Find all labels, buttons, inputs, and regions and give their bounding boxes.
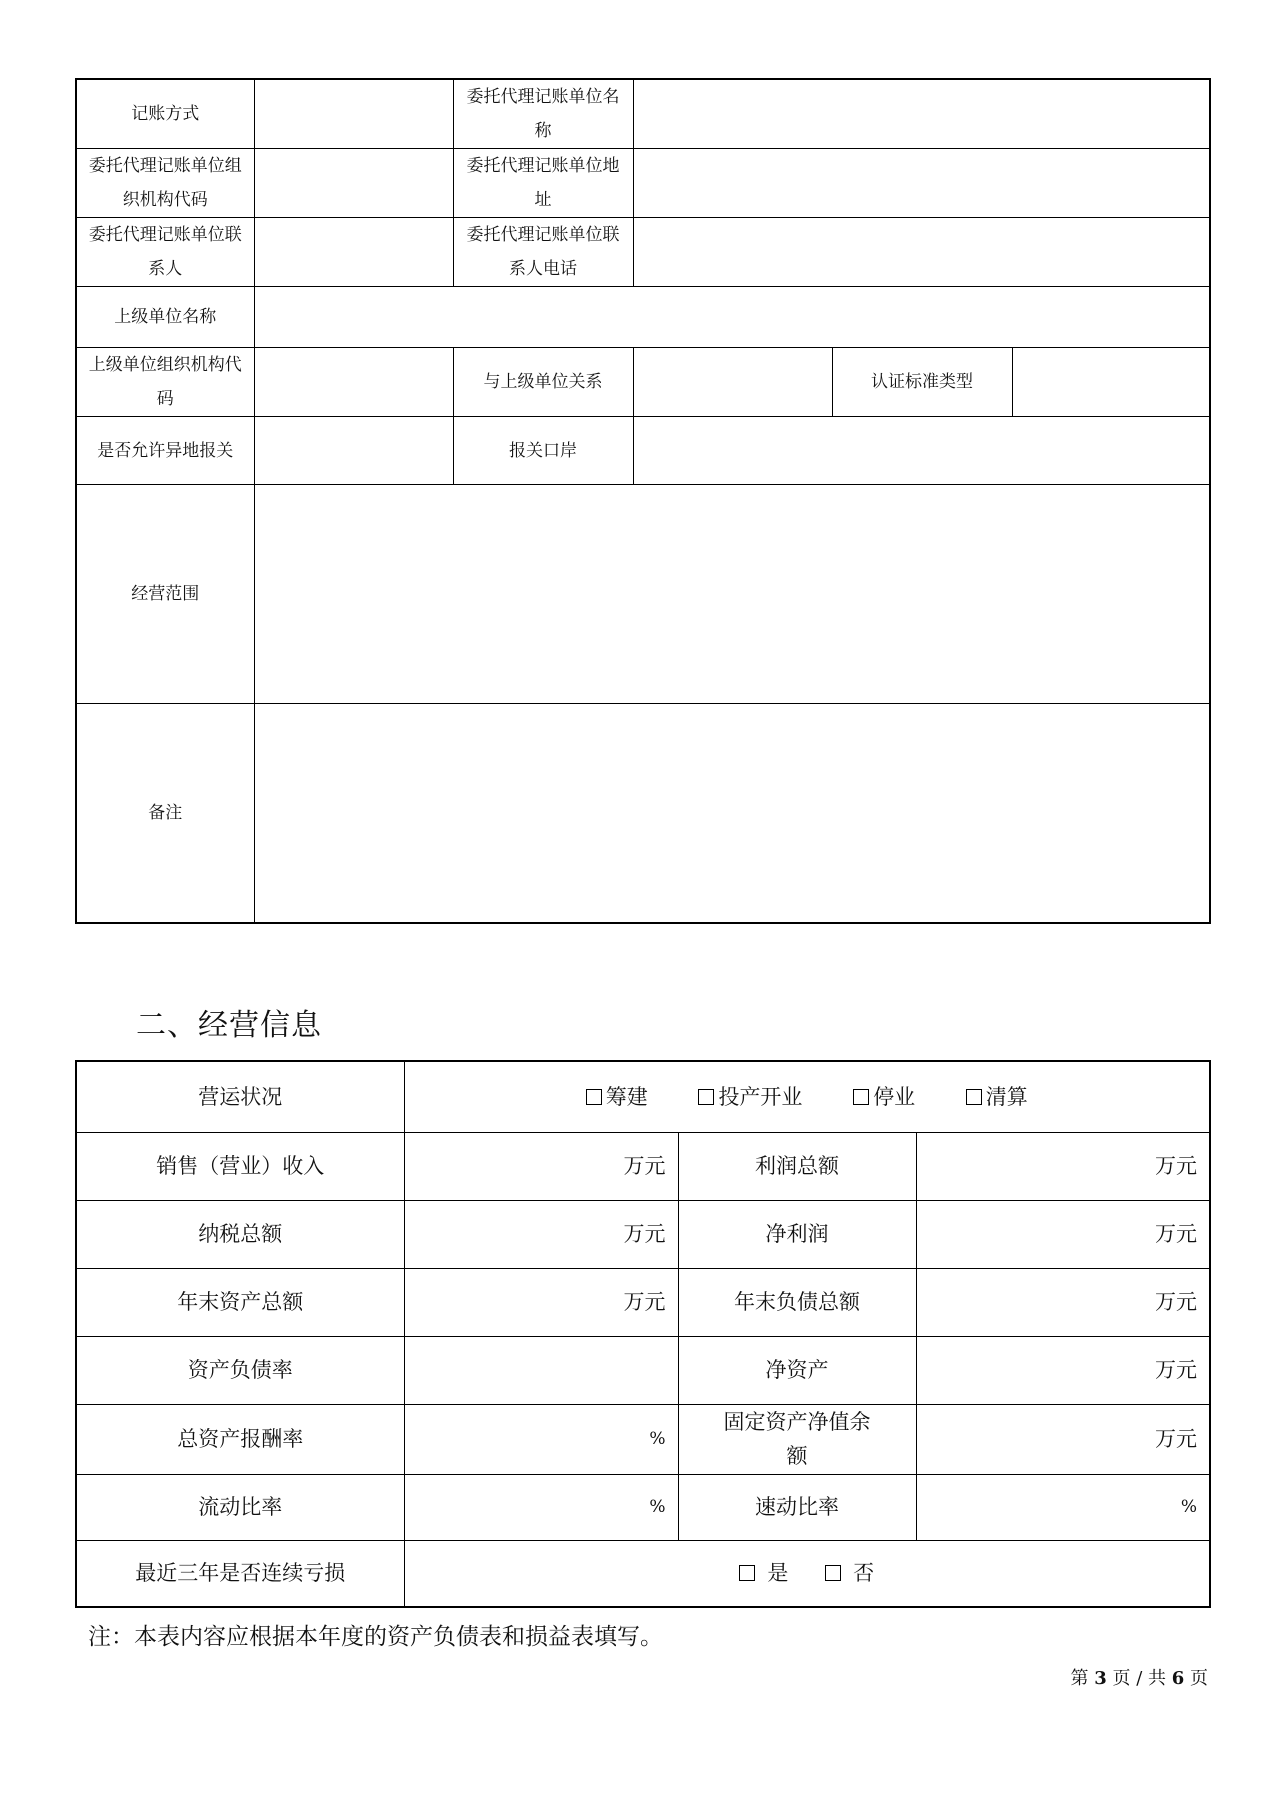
checkbox-icon[interactable] [586,1089,602,1105]
debt-ratio-field[interactable] [404,1336,678,1404]
customs-port-field[interactable] [633,417,1210,485]
net-assets-field[interactable]: 万元 [916,1336,1210,1404]
remote-customs-field[interactable] [254,417,453,485]
remarks-field[interactable] [254,704,1210,923]
loss-label: 最近三年是否连续亏损 [76,1540,404,1607]
loss-option-yes[interactable]: 是 [739,1561,788,1585]
checkbox-icon[interactable] [853,1089,869,1105]
net-profit-label: 净利润 [678,1200,916,1268]
assets-total-label: 年末资产总额 [76,1268,404,1336]
parent-name-field[interactable] [254,287,1210,348]
parent-name-label: 上级单位名称 [76,287,254,348]
sales-field[interactable]: 万元 [404,1132,678,1200]
basic-info-table [75,78,1211,924]
current-ratio-label: 流动比率 [76,1474,404,1540]
liabilities-total-field[interactable]: 万元 [916,1268,1210,1336]
current-ratio-field[interactable]: % [404,1474,678,1540]
page-number: 第 3 页 / 共 6 页 [1070,1668,1208,1689]
quick-ratio-label: 速动比率 [678,1474,916,1540]
debt-ratio-label: 资产负债率 [76,1336,404,1404]
section-title: 二、经营信息 [136,1008,322,1043]
fixed-assets-label: 固定资产净值余额 [678,1404,916,1474]
bookkeeping-method-field[interactable] [254,79,453,149]
agent-name-field[interactable] [633,79,1210,149]
loss-options [404,1540,1210,1607]
net-assets-label: 净资产 [678,1336,916,1404]
loss-option-no[interactable]: 否 [825,1561,874,1585]
quick-ratio-field[interactable]: % [916,1474,1210,1540]
agent-address-label: 委托代理记账单位地址 [453,149,633,218]
agent-org-code-label: 委托代理记账单位组织机构代码 [76,149,254,218]
bookkeeping-method-label: 记账方式 [76,79,254,149]
footnote: 注：本表内容应根据本年度的资产负债表和损益表填写。 [88,1624,663,1650]
business-scope-field[interactable] [254,485,1210,704]
parent-relation-field[interactable] [633,348,832,417]
current-page: 3 [1094,1668,1107,1689]
roa-field[interactable]: % [404,1404,678,1474]
status-options [404,1061,1210,1132]
agent-phone-label: 委托代理记账单位联系人电话 [453,218,633,287]
status-label: 营运状况 [76,1061,404,1132]
parent-org-code-field[interactable] [254,348,453,417]
total-pages: 6 [1171,1668,1185,1689]
cert-standard-field[interactable] [1012,348,1210,417]
parent-relation-label: 与上级单位关系 [453,348,633,417]
profit-total-field[interactable]: 万元 [916,1132,1210,1200]
sales-label: 销售（营业）收入 [76,1132,404,1200]
business-scope-label: 经营范围 [76,485,254,704]
checkbox-icon[interactable] [698,1089,714,1105]
roa-label: 总资产报酬率 [76,1404,404,1474]
status-option-preparing[interactable]: 筹建 [586,1085,648,1109]
cert-standard-label: 认证标准类型 [832,348,1012,417]
agent-address-field[interactable] [633,149,1210,218]
parent-org-code-label: 上级单位组织机构代码 [76,348,254,417]
checkbox-icon[interactable] [825,1565,841,1581]
profit-total-label: 利润总额 [678,1132,916,1200]
checkbox-icon[interactable] [966,1089,982,1105]
tax-total-field[interactable]: 万元 [404,1200,678,1268]
status-option-operating[interactable]: 投产开业 [698,1085,802,1109]
customs-port-label: 报关口岸 [453,417,633,485]
liabilities-total-label: 年末负债总额 [678,1268,916,1336]
agent-contact-field[interactable] [254,218,453,287]
status-option-suspended[interactable]: 停业 [853,1085,915,1109]
checkbox-icon[interactable] [739,1565,755,1581]
agent-org-code-field[interactable] [254,149,453,218]
net-profit-field[interactable]: 万元 [916,1200,1210,1268]
tax-total-label: 纳税总额 [76,1200,404,1268]
agent-phone-field[interactable] [633,218,1210,287]
remarks-label: 备注 [76,704,254,923]
agent-name-label: 委托代理记账单位名称 [453,79,633,149]
fixed-assets-field[interactable]: 万元 [916,1404,1210,1474]
operations-table [75,1060,1211,1608]
assets-total-field[interactable]: 万元 [404,1268,678,1336]
agent-contact-label: 委托代理记账单位联系人 [76,218,254,287]
remote-customs-label: 是否允许异地报关 [76,417,254,485]
status-option-liquidation[interactable]: 清算 [966,1085,1028,1109]
